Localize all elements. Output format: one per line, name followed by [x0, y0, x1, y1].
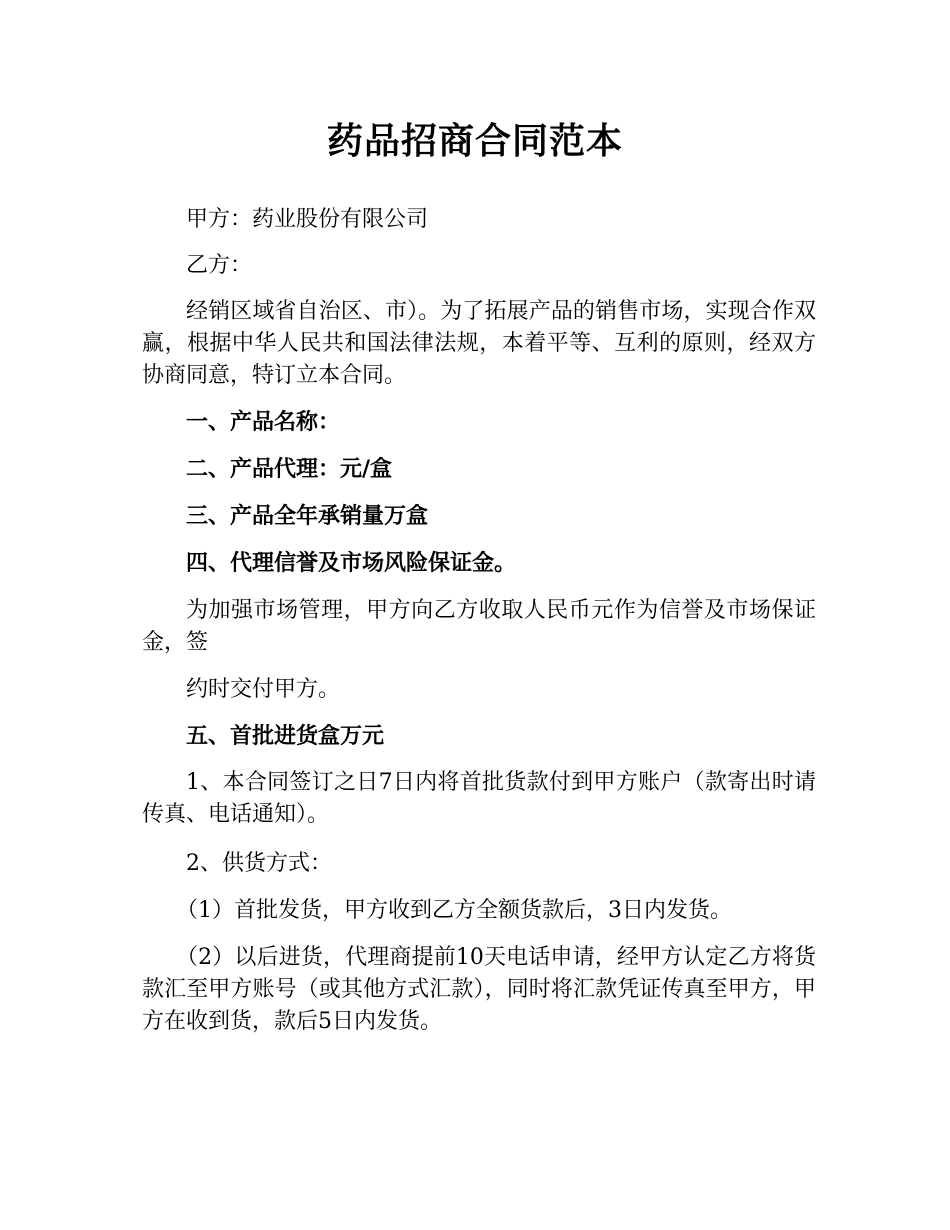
section-product-name: 一、产品名称： [186, 410, 341, 435]
deposit-paragraph-end: 约时交付甲方。 [186, 677, 341, 702]
document-body [142, 204, 816, 1038]
section-annual-volume: 三、产品全年承销量万盒 [186, 504, 429, 529]
party-b: 乙方： [186, 253, 253, 278]
section-first-order: 五、首批进货盒万元 [186, 724, 385, 749]
clause-subsequent-orders: （2）以后进货，代理商提前10天电话申请，经甲方认定乙方将货款汇至甲方账号（或其他方式汇款），同时将汇款凭证传真至甲方，甲方在收到货，款后5日内发货。 [142, 945, 816, 1034]
clause-first-shipment: （1）首批发货，甲方收到乙方全额货款后，3日内发货。 [176, 898, 732, 923]
intro-paragraph: 经销区域省自治区、市）。为了拓展产品的销售市场，实现合作双赢，根据中华人民共和国法律法规，本着平等、互利的原则，经双方协商同意，特订立本合同。 [142, 299, 816, 388]
party-a: 甲方：药业股份有限公司 [186, 207, 429, 232]
clause-payment: 1、本合同签订之日7日内将首批货款付到甲方账户（款寄出时请传真、电话通知）。 [142, 770, 816, 827]
section-deposit: 四、代理信誉及市场风险保证金。 [186, 551, 517, 576]
section-product-agency: 二、产品代理：元/盒 [186, 457, 393, 482]
clause-supply-method: 2、供货方式： [186, 851, 332, 876]
document-title: 药品招商合同范本 [326, 121, 623, 162]
deposit-paragraph: 为加强市场管理，甲方向乙方收取人民币元作为信誉及市场保证金，签 [142, 598, 816, 655]
